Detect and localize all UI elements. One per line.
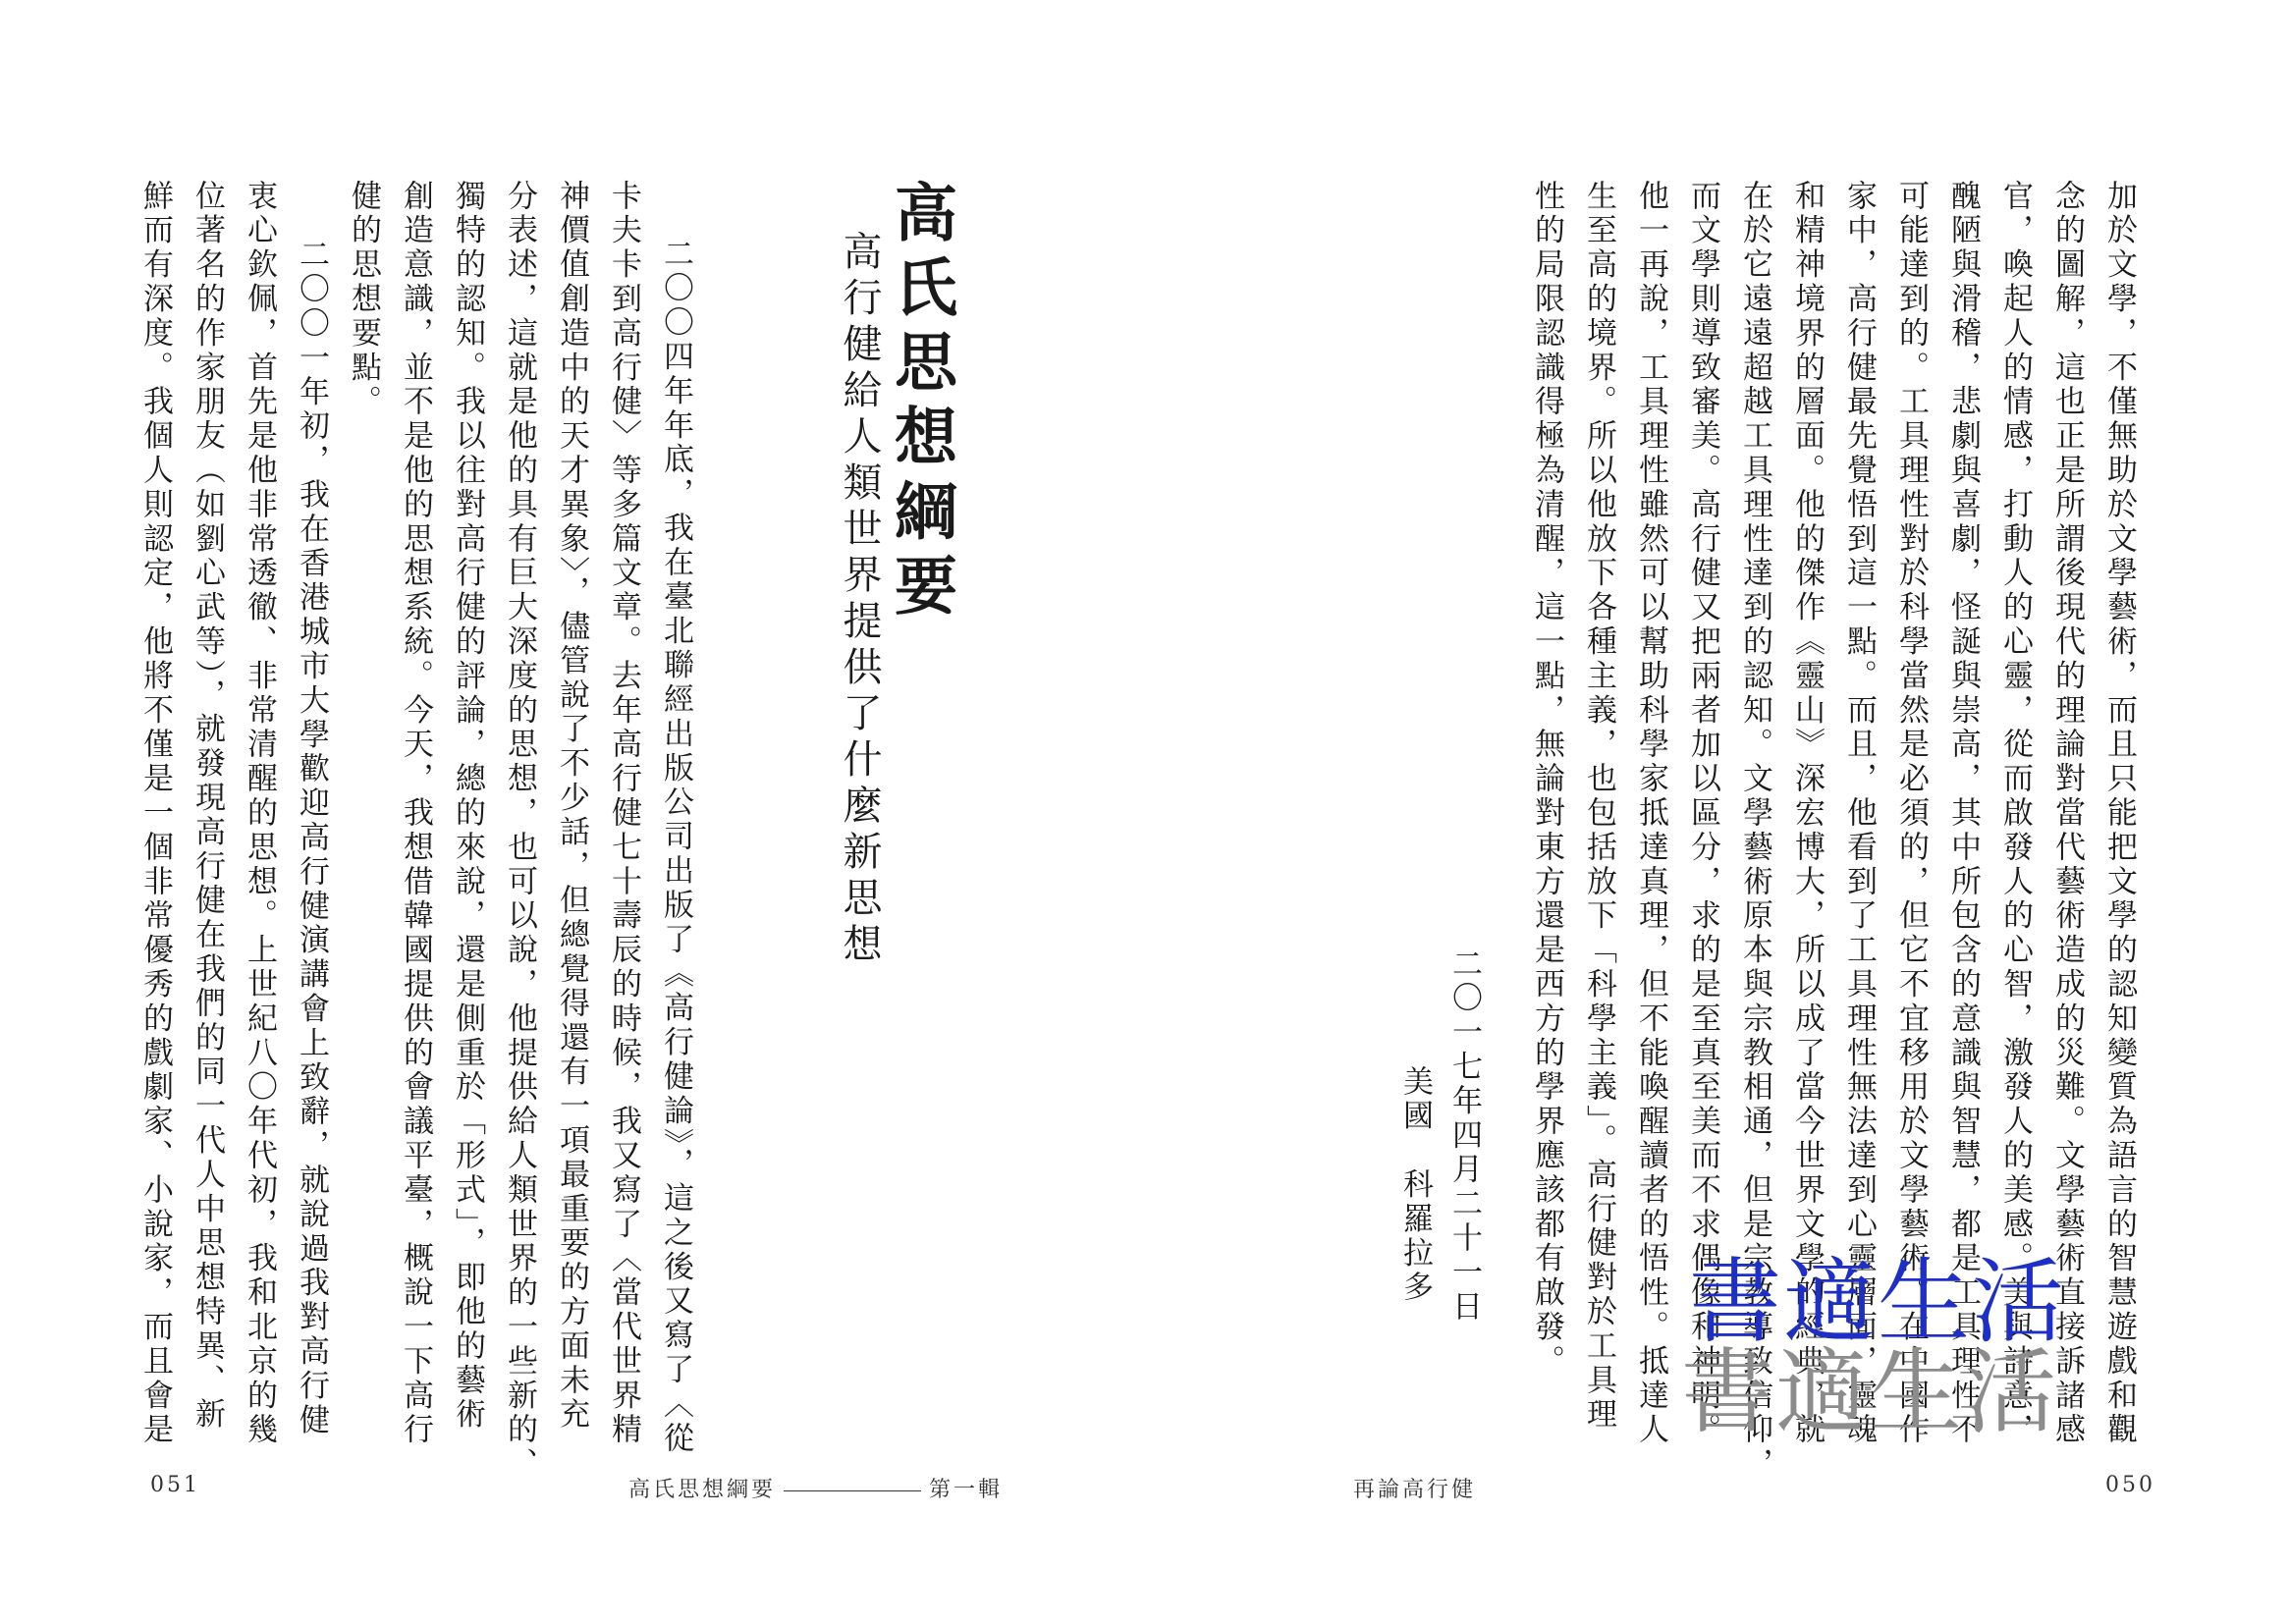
text-column: 他一再說，工具理性雖然可以幫助科學家抵達真理，但不能喚醒讀者的悟性。抵達人 (1633, 180, 1668, 1448)
running-footer-book-title: 高氏思想綱要 (628, 1478, 777, 1502)
watermark-blue: 書適生活 (1689, 1249, 2067, 1356)
text-column: 官，喚起人的情感，打動人的心靈，從而啟發人的心智，激發人的美感。美與詩意， (1997, 180, 2033, 1448)
text-column: 念的圖解，這也正是所謂後現代的理論對當代藝術造成的災難。文學藝術直接訴諸感 (2049, 180, 2085, 1448)
chapter-title: 高氏思想綱要 (884, 180, 957, 627)
text-column: 性的局限認識得極為清醒，這一點，無論對東方還是西方的學界應該都有啟發。 (1529, 180, 1564, 1380)
text-column: 健的思想要點。 (346, 180, 381, 420)
text-column: 分表述，這就是他的具有巨大深度的思想，也可以說，他提供給人類世界的一些新的、 (502, 180, 537, 1483)
watermark-gray: 書適生活 (1681, 1339, 2059, 1446)
signature-date: 二〇一七年四月二十一日 (1446, 947, 1482, 1325)
text-column: 醜陋與滑稽，悲劇與喜劇，怪誕與崇高，其中所包含的意識與智慧，都是工具理性不 (1945, 180, 1981, 1448)
text-column: 在於它遠遠超越工具理性達到的認知。文學藝術原本與宗教相通，但是宗教導致信仰， (1737, 180, 1772, 1483)
page-number: 051 (150, 1473, 200, 1497)
text-column: 二〇〇一年初，我在香港城市大學歡迎高行健演講會上致辭，就說過我對高行健 (294, 204, 329, 1438)
text-column: 鮮而有深度。我個人則認定，他將不僅是一個非常優秀的戲劇家、小說家，而且會是 (137, 180, 173, 1448)
text-column: 生至高的境界。所以他放下各種主義，也包括放下「科學主義」。高行健對於工具理 (1581, 180, 1616, 1433)
text-column: 而文學則導致審美。高行健又把兩者加以區分，求的是至真至美而不求偶像和神明。 (1685, 180, 1720, 1448)
text-column: 可能達到的。工具理性對於科學當然是必須的，但它不宜移用於文學藝術。在中國作 (1893, 180, 1929, 1448)
text-column: 創造意識，並不是他的思想系統。今天，我想借韓國提供的會議平臺，概說一下高行 (398, 180, 433, 1448)
text-column: 位著名的作家朋友（如劉心武等），就發現高行健在我們的同一代人中思想特異、新 (190, 180, 225, 1433)
text-column: 衷心欽佩，首先是他非常透徹、非常清醒的思想。上世紀八〇年代初，我和北京的幾 (242, 180, 277, 1448)
running-footer-section: 第一輯 (929, 1478, 1004, 1502)
text-column: 獨特的認知。我以往對高行健的評論，總的來說，還是側重於「形式」，即他的藝術 (450, 180, 485, 1433)
text-column: 加於文學，不僅無助於文學藝術，而且只能把文學的認知變質為語言的智慧遊戲和觀 (2101, 180, 2137, 1448)
running-footer-title (628, 1473, 1003, 1503)
text-column: 二〇〇四年年底，我在臺北聯經出版公司出版了《高行健論》，這之後又寫了〈從 (658, 238, 693, 1456)
signature-place: 美國 科羅拉多 (1397, 1065, 1433, 1306)
running-footer-title: 再論高行健 (1353, 1478, 1477, 1502)
page-number: 050 (2105, 1473, 2155, 1497)
text-column: 卡夫卡到高行健〉等多篇文章。去年高行健七十壽辰的時候，我又寫了〈當代世界精 (606, 180, 641, 1448)
chapter-subtitle: 高行健給人類世界提供了什麼新思想 (837, 231, 882, 969)
text-column: 和精神境界的層面。他的傑作《靈山》深宏博大，所以成了當今世界文學的經典，就 (1789, 180, 1825, 1448)
footer-rule (784, 1490, 921, 1491)
text-column: 神價值創造中的天才異象〉，儘管說了不少話，但總覺得還有一項最重要的方面未充 (554, 180, 589, 1433)
text-column: 家中，高行健最先覺悟到這一點。而且，他看到了工具理性無法達到心靈層面，靈魂 (1841, 180, 1877, 1448)
